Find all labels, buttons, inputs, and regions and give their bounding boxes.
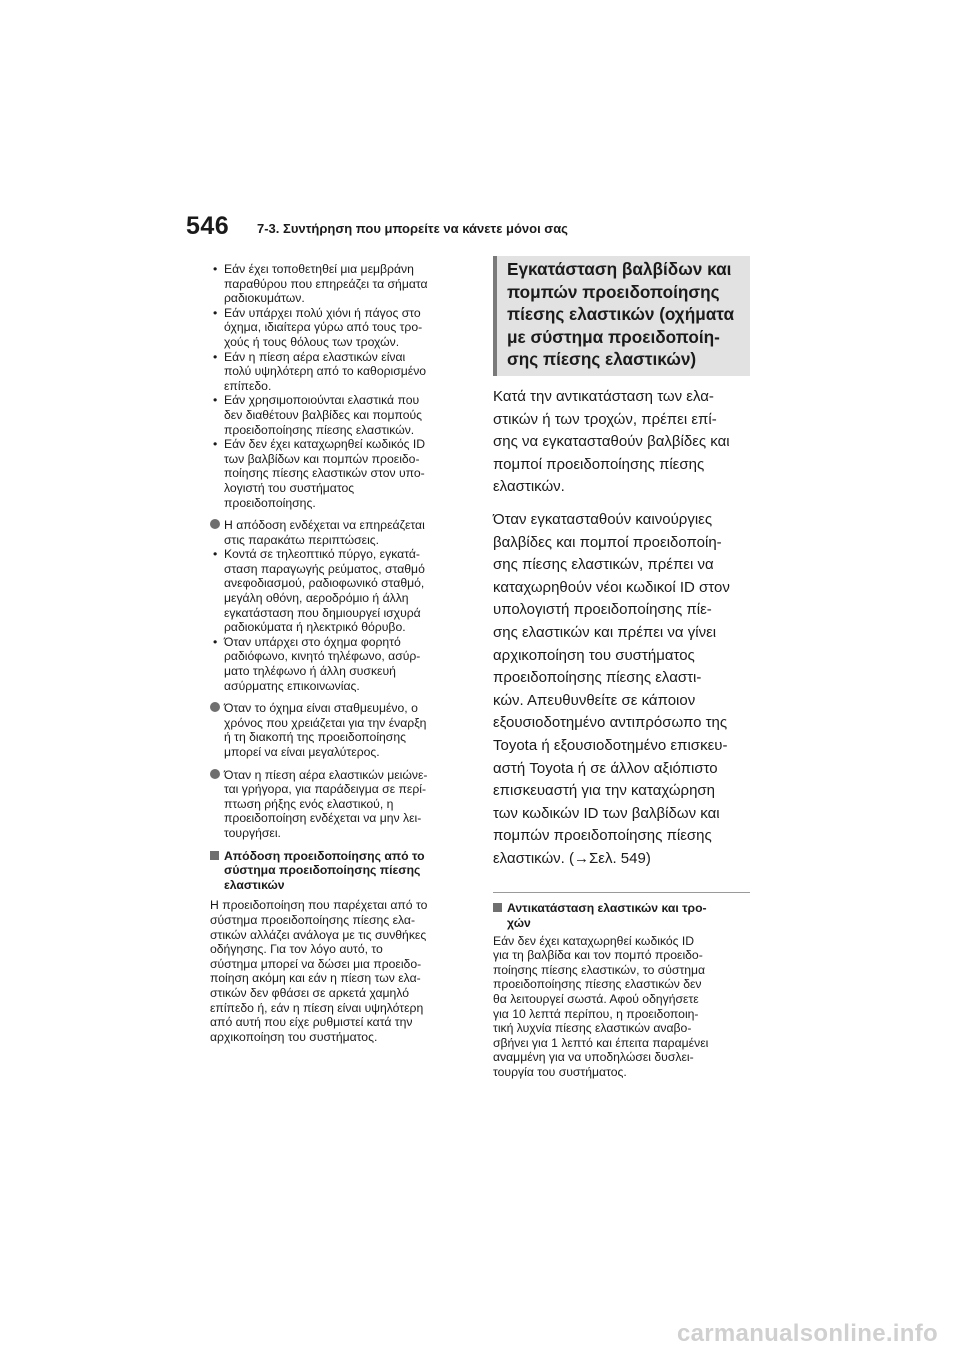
text-line: πολύ υψηλότερη από το καθορισμένο bbox=[224, 364, 427, 379]
text-line: χρόνος που χρειάζεται για την έναρξη bbox=[224, 715, 427, 730]
text-line: πτωση ρήξης ενός ελαστικού, η bbox=[224, 796, 394, 811]
text-line: τική λυχνία πίεσης ελαστικών αναβο- bbox=[493, 1021, 692, 1036]
text-line: χών bbox=[507, 916, 531, 931]
text-line: ελαστικών. (→Σελ. 549) bbox=[493, 849, 651, 867]
text-line: χούς ή τους θόλους των τροχών. bbox=[224, 334, 400, 349]
text-line: αρχικοποίηση του συστήματος bbox=[493, 646, 695, 664]
text-line: προειδοποίησης πίεσης ελαστι- bbox=[493, 669, 702, 687]
circle-bullet-icon bbox=[210, 702, 220, 712]
text-line: Όταν το όχημα είναι σταθμευμένο, ο bbox=[224, 701, 418, 716]
text-line: Εάν υπάρχει πολύ χιόνι ή πάγος στο bbox=[224, 305, 421, 320]
text-line: στικών αλλάζει ανάλογα με τις συνθήκες bbox=[210, 927, 427, 942]
text-line: Η απόδοση ενδέχεται να επηρεάζεται bbox=[224, 518, 425, 533]
text-line: σβήνει για 1 λεπτό και έπειτα παραμένει bbox=[493, 1035, 709, 1050]
text-line: ραδιοκύματα ή ηλεκτρικό θόρυβο. bbox=[224, 620, 406, 635]
text-line: ποίησης πίεσης ελαστικών στον υπο- bbox=[224, 466, 425, 481]
text-line: Όταν υπάρχει στο όχημα φορητό bbox=[224, 634, 401, 649]
text-line: από αυτή που είχε ρυθμιστεί κατά την bbox=[210, 1015, 413, 1030]
text-line: αρχικοποίηση του συστήματος. bbox=[210, 1029, 378, 1044]
bullet-item bbox=[210, 306, 472, 350]
section-paragraph bbox=[210, 898, 472, 1044]
watermark: carmanualsonline.info bbox=[676, 1320, 938, 1347]
text-line: με σύστημα προειδοποίη- bbox=[507, 326, 720, 347]
text-line: ανεφοδιασμού, ραδιοφωνικό σταθμό, bbox=[224, 576, 425, 591]
bullet-item bbox=[210, 635, 472, 693]
text-line: παραθύρου που επηρεάζει τα σήματα bbox=[224, 276, 428, 291]
text-line: Εγκατάσταση βαλβίδων και bbox=[507, 259, 732, 279]
left-column bbox=[210, 262, 472, 1044]
text-line: στις παρακάτω περιπτώσεις. bbox=[224, 532, 380, 547]
bullet-list-1 bbox=[210, 262, 472, 510]
text-line: αναμμένη για να υποδηλώσει δυσλει- bbox=[493, 1050, 694, 1065]
text-line: δεν διαθέτουν βαλβίδες και πομπούς bbox=[224, 407, 423, 422]
bullet-item bbox=[210, 393, 472, 437]
text-line: των βαλβίδων και πομπών προειδο- bbox=[224, 451, 420, 466]
text-line: επίπεδο ή, εάν η πίεση είναι υψηλότερη bbox=[210, 1000, 424, 1015]
sub-section bbox=[493, 901, 750, 1079]
text-line: Κατά την αντικατάσταση των ελα- bbox=[493, 388, 714, 405]
bullet-item bbox=[210, 350, 472, 394]
text-line: σταση παραγωγής ρεύματος, σταθμό bbox=[224, 561, 425, 576]
text-line: σύστημα μπορεί να δώσει μια προειδο- bbox=[210, 956, 422, 971]
text-line: όχημα, ιδιαίτερα γύρω από τους τρο- bbox=[224, 320, 423, 335]
text-line: ποίησης πίεσης ελαστικών, το σύστημα bbox=[493, 962, 706, 977]
text-line: ή τη διακοπή της προειδοποίησης bbox=[224, 730, 406, 745]
text-line: Toyota ή εξουσιοδοτημένο επισκευ- bbox=[493, 736, 728, 754]
text-line: ται γρήγορα, για παράδειγμα σε περί- bbox=[224, 782, 427, 797]
text-line: Όταν η πίεση αέρα ελαστικών μειώνε- bbox=[224, 767, 428, 782]
section-heading bbox=[210, 849, 472, 893]
text-line: Εάν έχει τοποθετηθεί μια μεμβράνη bbox=[224, 262, 414, 276]
text-line: υπολογιστή προειδοποίησης πίε- bbox=[493, 601, 712, 619]
page-number: 546 bbox=[186, 212, 230, 240]
text-line: πομπών προειδοποίησης πίεσης bbox=[493, 827, 712, 845]
text-line: βαλβίδες και πομποί προειδοποίη- bbox=[493, 533, 722, 551]
circle-bullet-icon bbox=[210, 519, 220, 529]
text-line: στικών ή των τροχών, πρέπει επί- bbox=[493, 410, 717, 428]
text-line: εγκατάσταση που δημιουργεί ισχυρά bbox=[224, 605, 421, 620]
text-line: ελαστικών. bbox=[493, 478, 565, 496]
text-line: ελαστικών bbox=[224, 877, 285, 892]
text-line: τουργήσει. bbox=[224, 825, 281, 840]
text-line: αστή Toyota ή σε άλλον αξιόπιστο bbox=[493, 759, 718, 777]
text-line: τουργία του συστήματος. bbox=[493, 1065, 627, 1079]
text-line: Όταν εγκατασταθούν καινούργιες bbox=[493, 510, 713, 528]
text-line: Εάν η πίεση αέρα ελαστικών είναι bbox=[224, 349, 406, 364]
text-line: προειδοποίησης πίεσης ελαστικών δεν bbox=[493, 977, 702, 992]
text-line: επισκευαστή για την καταχώρηση bbox=[493, 782, 716, 800]
text-line: των κωδικών ID των βαλβίδων και bbox=[493, 804, 720, 822]
text-line: πομπών προειδοποίησης bbox=[507, 281, 720, 302]
text-line: πομποί προειδοποίησης πίεσης bbox=[493, 455, 705, 473]
circle-note-3 bbox=[210, 768, 472, 841]
text-line: σης πίεσης ελαστικών, πρέπει να bbox=[493, 556, 714, 574]
text-line: μπορεί να είναι μεγαλύτερος. bbox=[224, 745, 380, 759]
text-line: πίεσης ελαστικών (οχήματα bbox=[507, 304, 735, 325]
install-paragraph-2 bbox=[493, 509, 750, 871]
divider bbox=[493, 892, 750, 893]
text-line: Αντικατάσταση ελαστικών και τρο- bbox=[507, 901, 707, 916]
text-line: ματο τηλέφωνο ή άλλη συσκευή bbox=[224, 664, 396, 679]
bullet-list-2 bbox=[210, 547, 472, 693]
text-line: ραδιοκυμάτων. bbox=[224, 291, 305, 306]
text-line: προειδοποίησης πίεσης ελαστικών. bbox=[224, 422, 415, 437]
text-line: για 10 λεπτά περίπου, η προειδοποιη- bbox=[493, 1006, 699, 1021]
text-line: Κοντά σε τηλεοπτικό πύργο, εγκατά- bbox=[224, 547, 420, 562]
text-line: Εάν χρησιμοποιούνται ελαστικά που bbox=[224, 393, 420, 408]
text-line: για τη βαλβίδα και τον πομπό προειδο- bbox=[493, 948, 703, 963]
text-line: σύστημα προειδοποίησης πίεσης bbox=[224, 863, 421, 878]
text-line: Εάν δεν έχει καταχωρηθεί κωδικός ID bbox=[224, 437, 426, 452]
circle-note-2 bbox=[210, 701, 472, 759]
text-line: θα λειτουργεί σωστά. Αφού οδηγήσετε bbox=[493, 992, 699, 1007]
text-line: μεγάλη οθόνη, αεροδρόμιο ή άλλη bbox=[224, 591, 409, 606]
bullet-item bbox=[210, 547, 472, 635]
text-line: ραδιόφωνο, κινητό τηλέφωνο, ασύρ- bbox=[224, 649, 421, 664]
text-line: σης να εγκατασταθούν βαλβίδες και bbox=[493, 433, 730, 451]
text-line: σύστημα προειδοποίησης πίεσης ελα- bbox=[210, 912, 416, 927]
text-line: λογιστή του συστήματος bbox=[224, 480, 355, 495]
text-line: Η προειδοποίηση που παρέχεται από το bbox=[210, 898, 428, 913]
text-line: κών. Απευθυνθείτε σε κάποιον bbox=[493, 691, 696, 709]
install-paragraph-1 bbox=[493, 386, 750, 499]
text-line: προειδοποίηση ενδέχεται να μην λει- bbox=[224, 811, 422, 826]
text-line: Απόδοση προειδοποίησης από το bbox=[224, 848, 425, 863]
text-line: στικών δεν φθάσει σε αρκετά χαμηλό bbox=[210, 985, 409, 1000]
bullet-item bbox=[210, 437, 472, 510]
circle-bullet-icon bbox=[210, 769, 220, 779]
right-column bbox=[493, 256, 750, 1080]
bullet-item bbox=[210, 262, 472, 306]
text-line: σης πίεσης ελαστικών) bbox=[507, 349, 697, 370]
text-line: ποίηση ακόμη και εάν η πίεση των ελα- bbox=[210, 971, 421, 986]
text-line: ασύρματης επικοινωνίας. bbox=[224, 678, 360, 693]
circle-note-1 bbox=[210, 518, 472, 693]
text-line: σης ελαστικών και πρέπει να γίνει bbox=[493, 623, 717, 641]
square-bullet-icon bbox=[210, 851, 219, 860]
chapter-title: 7-3. Συντήρηση που μπορείτε να κάνετε μόνοι σας bbox=[257, 221, 568, 236]
text-line: Εάν δεν έχει καταχωρηθεί κωδικός ID bbox=[493, 933, 695, 948]
text-line: οδήγησης. Για τον λόγο αυτό, το bbox=[210, 942, 383, 957]
text-line: εξουσιοδοτημένο αντιπρόσωπο της bbox=[493, 714, 728, 732]
text-line: καταχωρηθούν νέοι κωδικοί ID στον bbox=[493, 578, 730, 596]
section-title-box bbox=[493, 256, 750, 376]
sub-paragraph bbox=[493, 934, 750, 1080]
text-line: επίπεδο. bbox=[224, 378, 272, 393]
square-bullet-icon bbox=[493, 903, 502, 912]
text-line: προειδοποίησης. bbox=[224, 495, 316, 510]
